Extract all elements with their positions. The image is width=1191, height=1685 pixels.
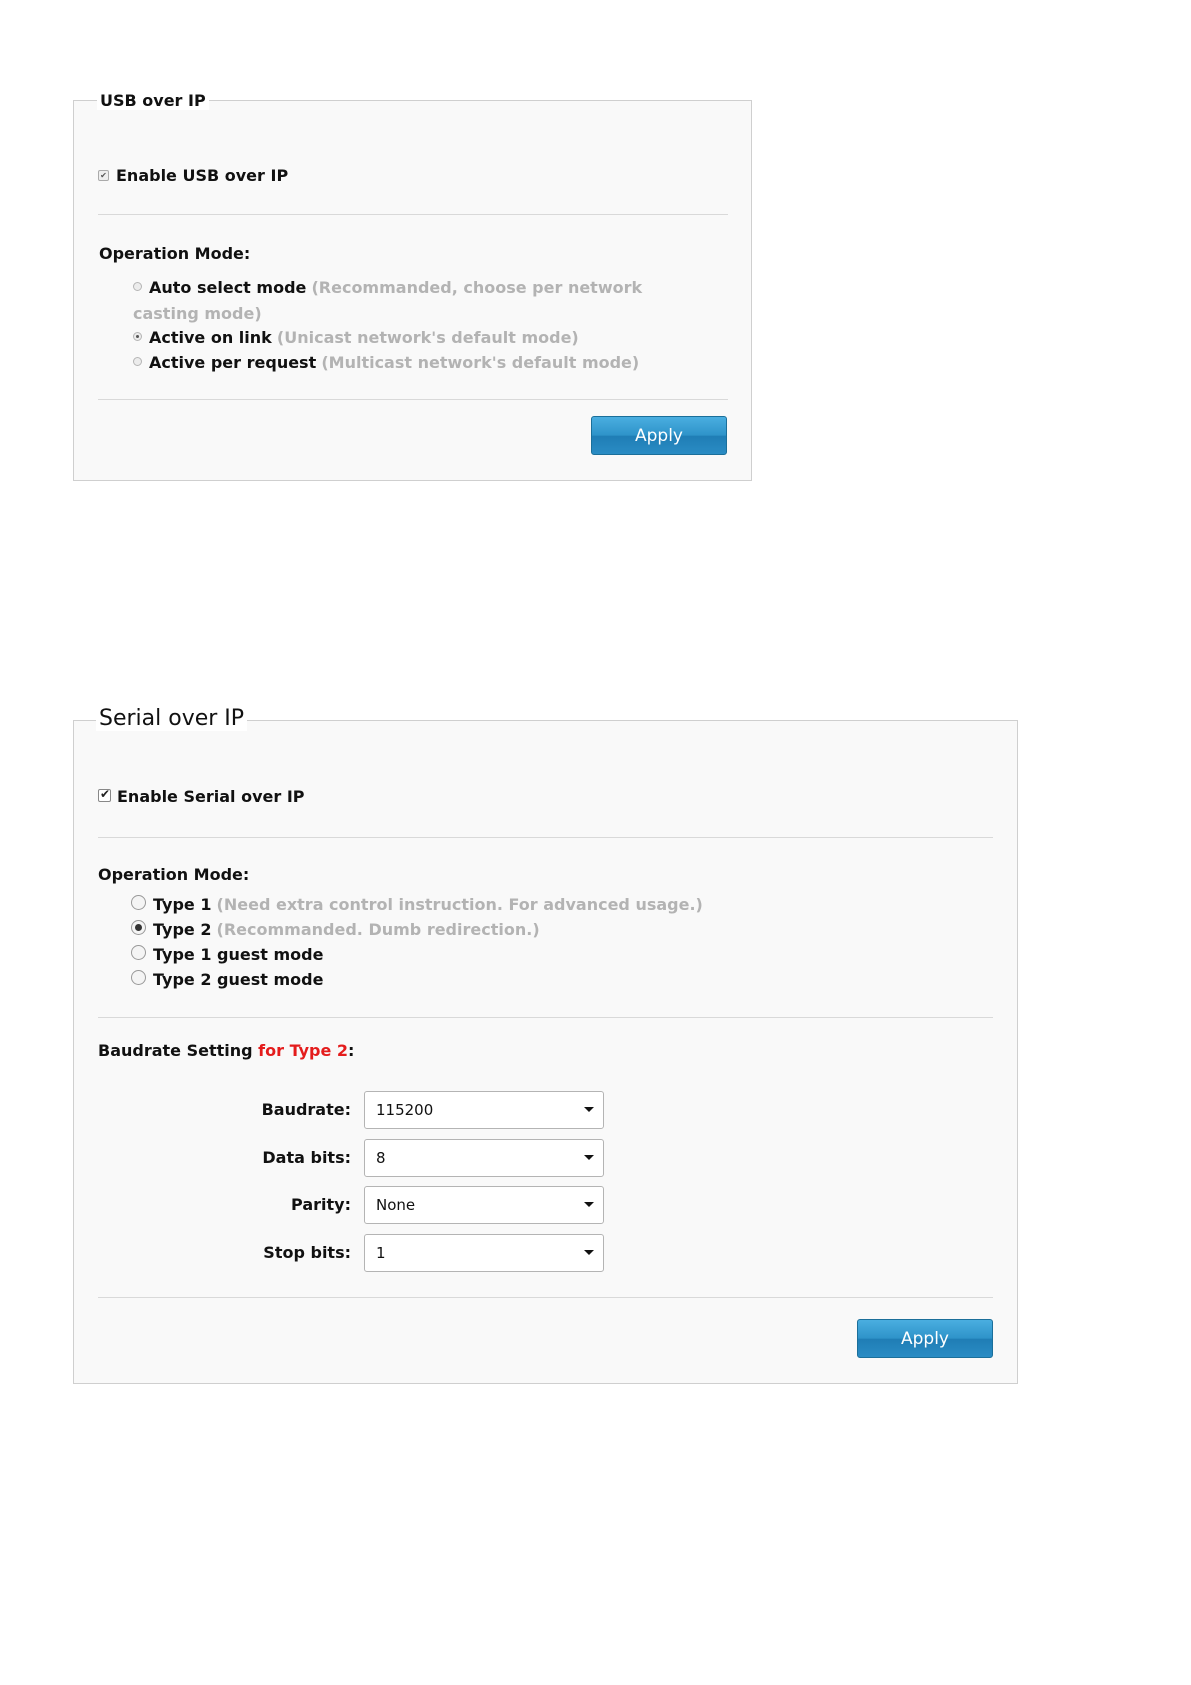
usb-mode-per-request-note: (Multicast network's default mode): [321, 353, 640, 372]
parity-label: Parity:: [291, 1195, 351, 1214]
usb-mode-per-request-label: Active per request: [149, 353, 317, 372]
serial-mode-type1-guest-label: Type 1 guest mode: [153, 945, 324, 964]
serial-mode-type1-guest-radio[interactable]: [131, 945, 146, 960]
chevron-down-icon: [584, 1250, 594, 1255]
serial-over-ip-panel: [73, 706, 1018, 1384]
baudrate-heading-prefix: Baudrate Setting: [98, 1041, 259, 1060]
usb-apply-button[interactable]: Apply: [591, 416, 727, 455]
serial-panel-title: Serial over IP: [96, 706, 247, 731]
usb-mode-active-link-radio[interactable]: [133, 332, 142, 341]
chevron-down-icon: [584, 1202, 594, 1207]
serial-enable-checkbox[interactable]: [98, 789, 111, 802]
serial-mode-option-type1-guest[interactable]: [131, 945, 323, 964]
serial-mode-type2-guest-label: Type 2 guest mode: [153, 970, 324, 989]
chevron-down-icon: [584, 1155, 594, 1160]
divider: [98, 1297, 993, 1298]
serial-mode-type1-note: (Need extra control instruction. For advanced usage.): [216, 895, 703, 914]
serial-mode-option-type2-guest[interactable]: [131, 970, 323, 989]
baudrate-setting-heading: [98, 1041, 354, 1060]
baudrate-heading-suffix: :: [348, 1041, 355, 1060]
usb-mode-option-auto[interactable]: [133, 275, 693, 327]
usb-enable-label: Enable USB over IP: [116, 166, 289, 185]
data-bits-label: Data bits:: [262, 1148, 351, 1167]
stop-bits-select[interactable]: [364, 1234, 604, 1272]
serial-apply-button[interactable]: Apply: [857, 1319, 993, 1358]
parity-select[interactable]: [364, 1186, 604, 1224]
usb-mode-auto-note: (Recommanded, choose per network casting mode): [133, 278, 643, 323]
serial-mode-option-type2[interactable]: [131, 920, 540, 939]
usb-operation-mode-label: Operation Mode:: [99, 244, 251, 263]
baudrate-select[interactable]: [364, 1091, 604, 1129]
divider: [98, 837, 993, 838]
baudrate-heading-highlight: for Type 2: [258, 1041, 349, 1060]
serial-mode-type1-radio[interactable]: [131, 895, 146, 910]
usb-mode-active-link-label: Active on link: [149, 328, 272, 347]
serial-mode-type1-label: Type 1: [153, 895, 212, 914]
serial-mode-type2-radio[interactable]: [131, 920, 146, 935]
serial-mode-type2-note: (Recommanded. Dumb redirection.): [216, 920, 540, 939]
usb-mode-active-link-note: (Unicast network's default mode): [276, 328, 579, 347]
usb-enable-checkbox[interactable]: ✔: [98, 170, 109, 181]
serial-mode-option-type1[interactable]: [131, 895, 703, 914]
serial-enable-row[interactable]: [98, 787, 305, 806]
usb-over-ip-panel: [73, 91, 752, 481]
data-bits-select[interactable]: [364, 1139, 604, 1177]
usb-mode-option-per-request[interactable]: [133, 353, 639, 372]
usb-mode-auto-label: Auto select mode: [149, 278, 307, 297]
usb-mode-option-active-link[interactable]: [133, 328, 579, 347]
stop-bits-value: 1: [376, 1244, 386, 1262]
divider: [98, 214, 728, 215]
usb-panel-title: USB over IP: [97, 91, 209, 110]
divider: [98, 399, 728, 400]
usb-enable-row[interactable]: [98, 166, 288, 185]
data-bits-value: 8: [376, 1149, 386, 1167]
baudrate-label: Baudrate:: [261, 1100, 351, 1119]
serial-mode-type2-guest-radio[interactable]: [131, 970, 146, 985]
usb-mode-per-request-radio[interactable]: [133, 357, 142, 366]
serial-mode-type2-label: Type 2: [153, 920, 212, 939]
parity-value: None: [376, 1196, 416, 1214]
serial-operation-mode-label: Operation Mode:: [98, 865, 250, 884]
stop-bits-label: Stop bits:: [263, 1243, 351, 1262]
chevron-down-icon: [584, 1107, 594, 1112]
usb-mode-auto-radio[interactable]: [133, 282, 142, 291]
divider: [98, 1017, 993, 1018]
baudrate-value: 115200: [376, 1101, 434, 1119]
serial-enable-label: Enable Serial over IP: [117, 787, 305, 806]
